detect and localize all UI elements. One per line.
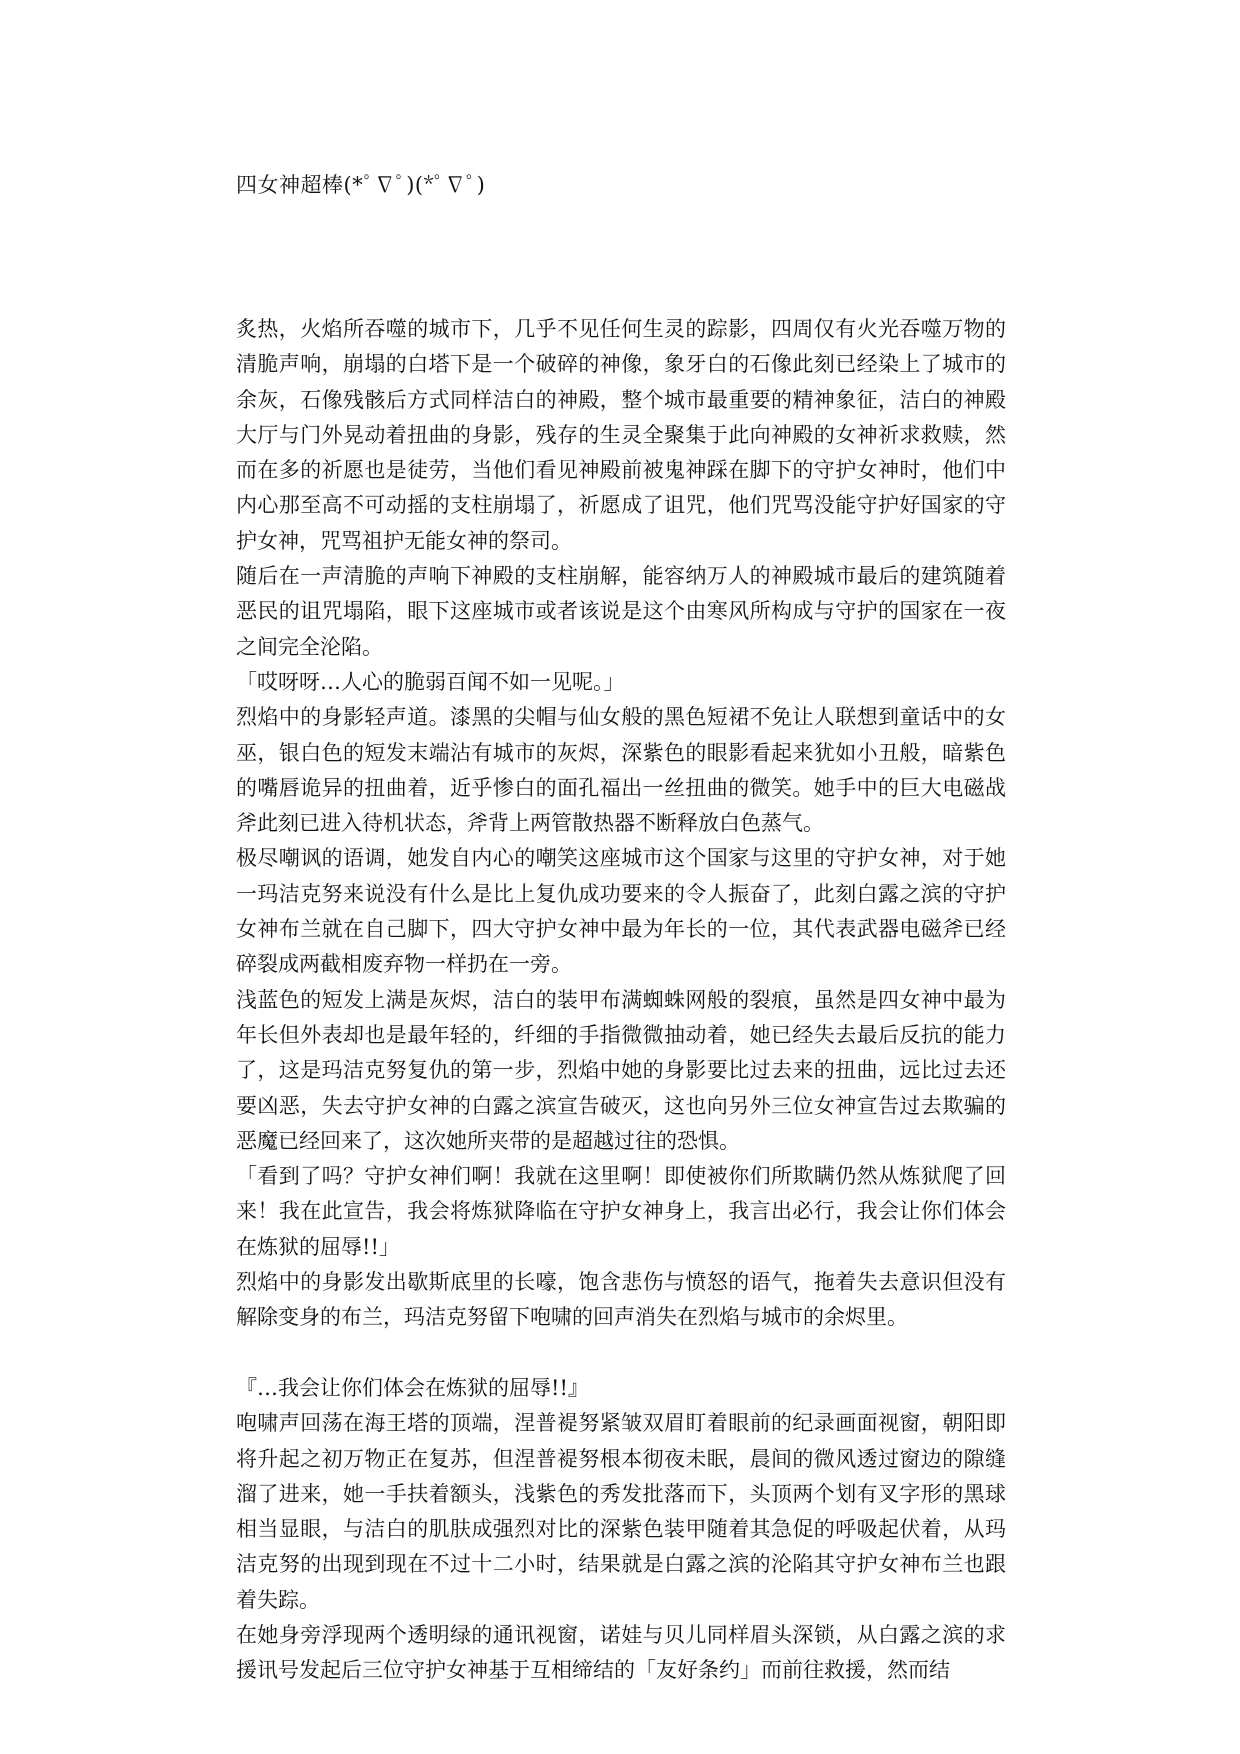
paragraph: 浅蓝色的短发上满是灰烬，洁白的装甲布满蜘蛛网般的裂痕，虽然是四女神中最为年长但外表却也是最年轻的，纤细的手指微微抽动着，她已经失去最后反抗的能力了，这是玛洁克努复仇的第一步，烈焰中她的身影要比过去来的扭曲，远比过去还要凶恶，失去守护女神的白露之滨宣告破灭，这也向另外三位女神宣告过去欺骗的恶魔已经回来了，这次她所夹带的是超越过往的恐惧。 (236, 987, 1006, 1153)
paragraph: 『…我会让你们体会在炼狱的屈辱!!』 (236, 1375, 589, 1400)
paragraph: 随后在一声清脆的声响下神殿的支柱崩解，能容纳万人的神殿城市最后的建筑随着恶民的诅咒塌陷，眼下这座城市或者该说是这个由寒风所构成与守护的国家在一夜之间完全沦陷。 (236, 564, 1006, 659)
paragraph: 烈焰中的身影轻声道。漆黑的尖帽与仙女般的黑色短裙不免让人联想到童话中的女巫，银白色的短发末端沾有城市的灰烬，深紫色的眼影看起来犹如小丑般，暗紫色的嘴唇诡异的扭曲着，近乎惨白的面孔福出一丝扭曲的微笑。她手中的巨大电磁战斧此刻已进入待机状态，斧背上两管散热器不断释放白色蒸气。 (236, 705, 1006, 836)
document-title: 四女神超棒(*ﾟ∇ﾟ)(*ﾟ∇ﾟ) (236, 173, 486, 197)
document-body (236, 312, 1006, 1689)
paragraph: 「看到了吗？守护女神们啊！我就在这里啊！即使被你们所欺瞒仍然从炼狱爬了回来！我在此宣告，我会将炼狱降临在守护女神身上，我言出必行，我会让你们体会在炼狱的屈辱!!」 (236, 1164, 1006, 1259)
paragraph: 烈焰中的身影发出歇斯底里的长嚎，饱含悲伤与愤怒的语气，拖着失去意识但没有解除变身的布兰，玛洁克努留下咆啸的回声消失在烈焰与城市的余烬里。 (236, 1270, 1006, 1330)
blank-line (236, 1336, 1006, 1371)
paragraph: 极尽嘲讽的语调，她发自内心的嘲笑这座城市这个国家与这里的守护女神，对于她一玛洁克努来说没有什么是比上复仇成功要来的令人振奋了，此刻白露之滨的守护女神布兰就在自己脚下，四大守护女神中最为年长的一位，其代表武器电磁斧已经碎裂成两截相废弃物一样扔在一旁。 (236, 846, 1006, 977)
paragraph: 「哎呀呀…人心的脆弱百闻不如一见呢。」 (236, 669, 625, 694)
paragraph: 炙热，火焰所吞噬的城市下，几乎不见任何生灵的踪影，四周仅有火光吞噬万物的清脆声响，崩塌的白塔下是一个破碎的神像，象牙白的石像此刻已经染上了城市的余灰，石像残骸后方式同样洁白的神殿，整个城市最重要的精神象征，洁白的神殿大厅与门外晃动着扭曲的身影，残存的生灵全聚集于此向神殿的女神祈求救赎，然而在多的祈愿也是徒劳，当他们看见神殿前被鬼神踩在脚下的守护女神时，他们中内心那至高不可动摇的支柱崩塌了，祈愿成了诅咒，他们咒骂没能守护好国家的守护女神，咒骂祖护无能女神的祭司。 (236, 317, 1006, 553)
paragraph: 在她身旁浮现两个透明绿的通讯视窗，诺娃与贝儿同样眉头深锁，从白露之滨的求援讯号发起后三位守护女神基于互相缔结的「友好条约」而前往救援，然而结 (236, 1622, 1006, 1683)
paragraph: 咆啸声回荡在海王塔的顶端，涅普褆努紧皱双眉盯着眼前的纪录画面视窗，朝阳即将升起之初万物正在复苏，但涅普褆努根本彻夜未眠，晨间的微风透过窗边的隙缝溜了进来，她一手扶着额头，浅紫色的秀发批落而下，头顶两个划有叉字形的黑球相当显眼，与洁白的肌肤成强烈对比的深紫色装甲随着其急促的呼吸起伏着，从玛洁克努的出现到现在不过十二小时，结果就是白露之滨的沦陷其守护女神布兰也跟着失踪。 (236, 1411, 1006, 1612)
